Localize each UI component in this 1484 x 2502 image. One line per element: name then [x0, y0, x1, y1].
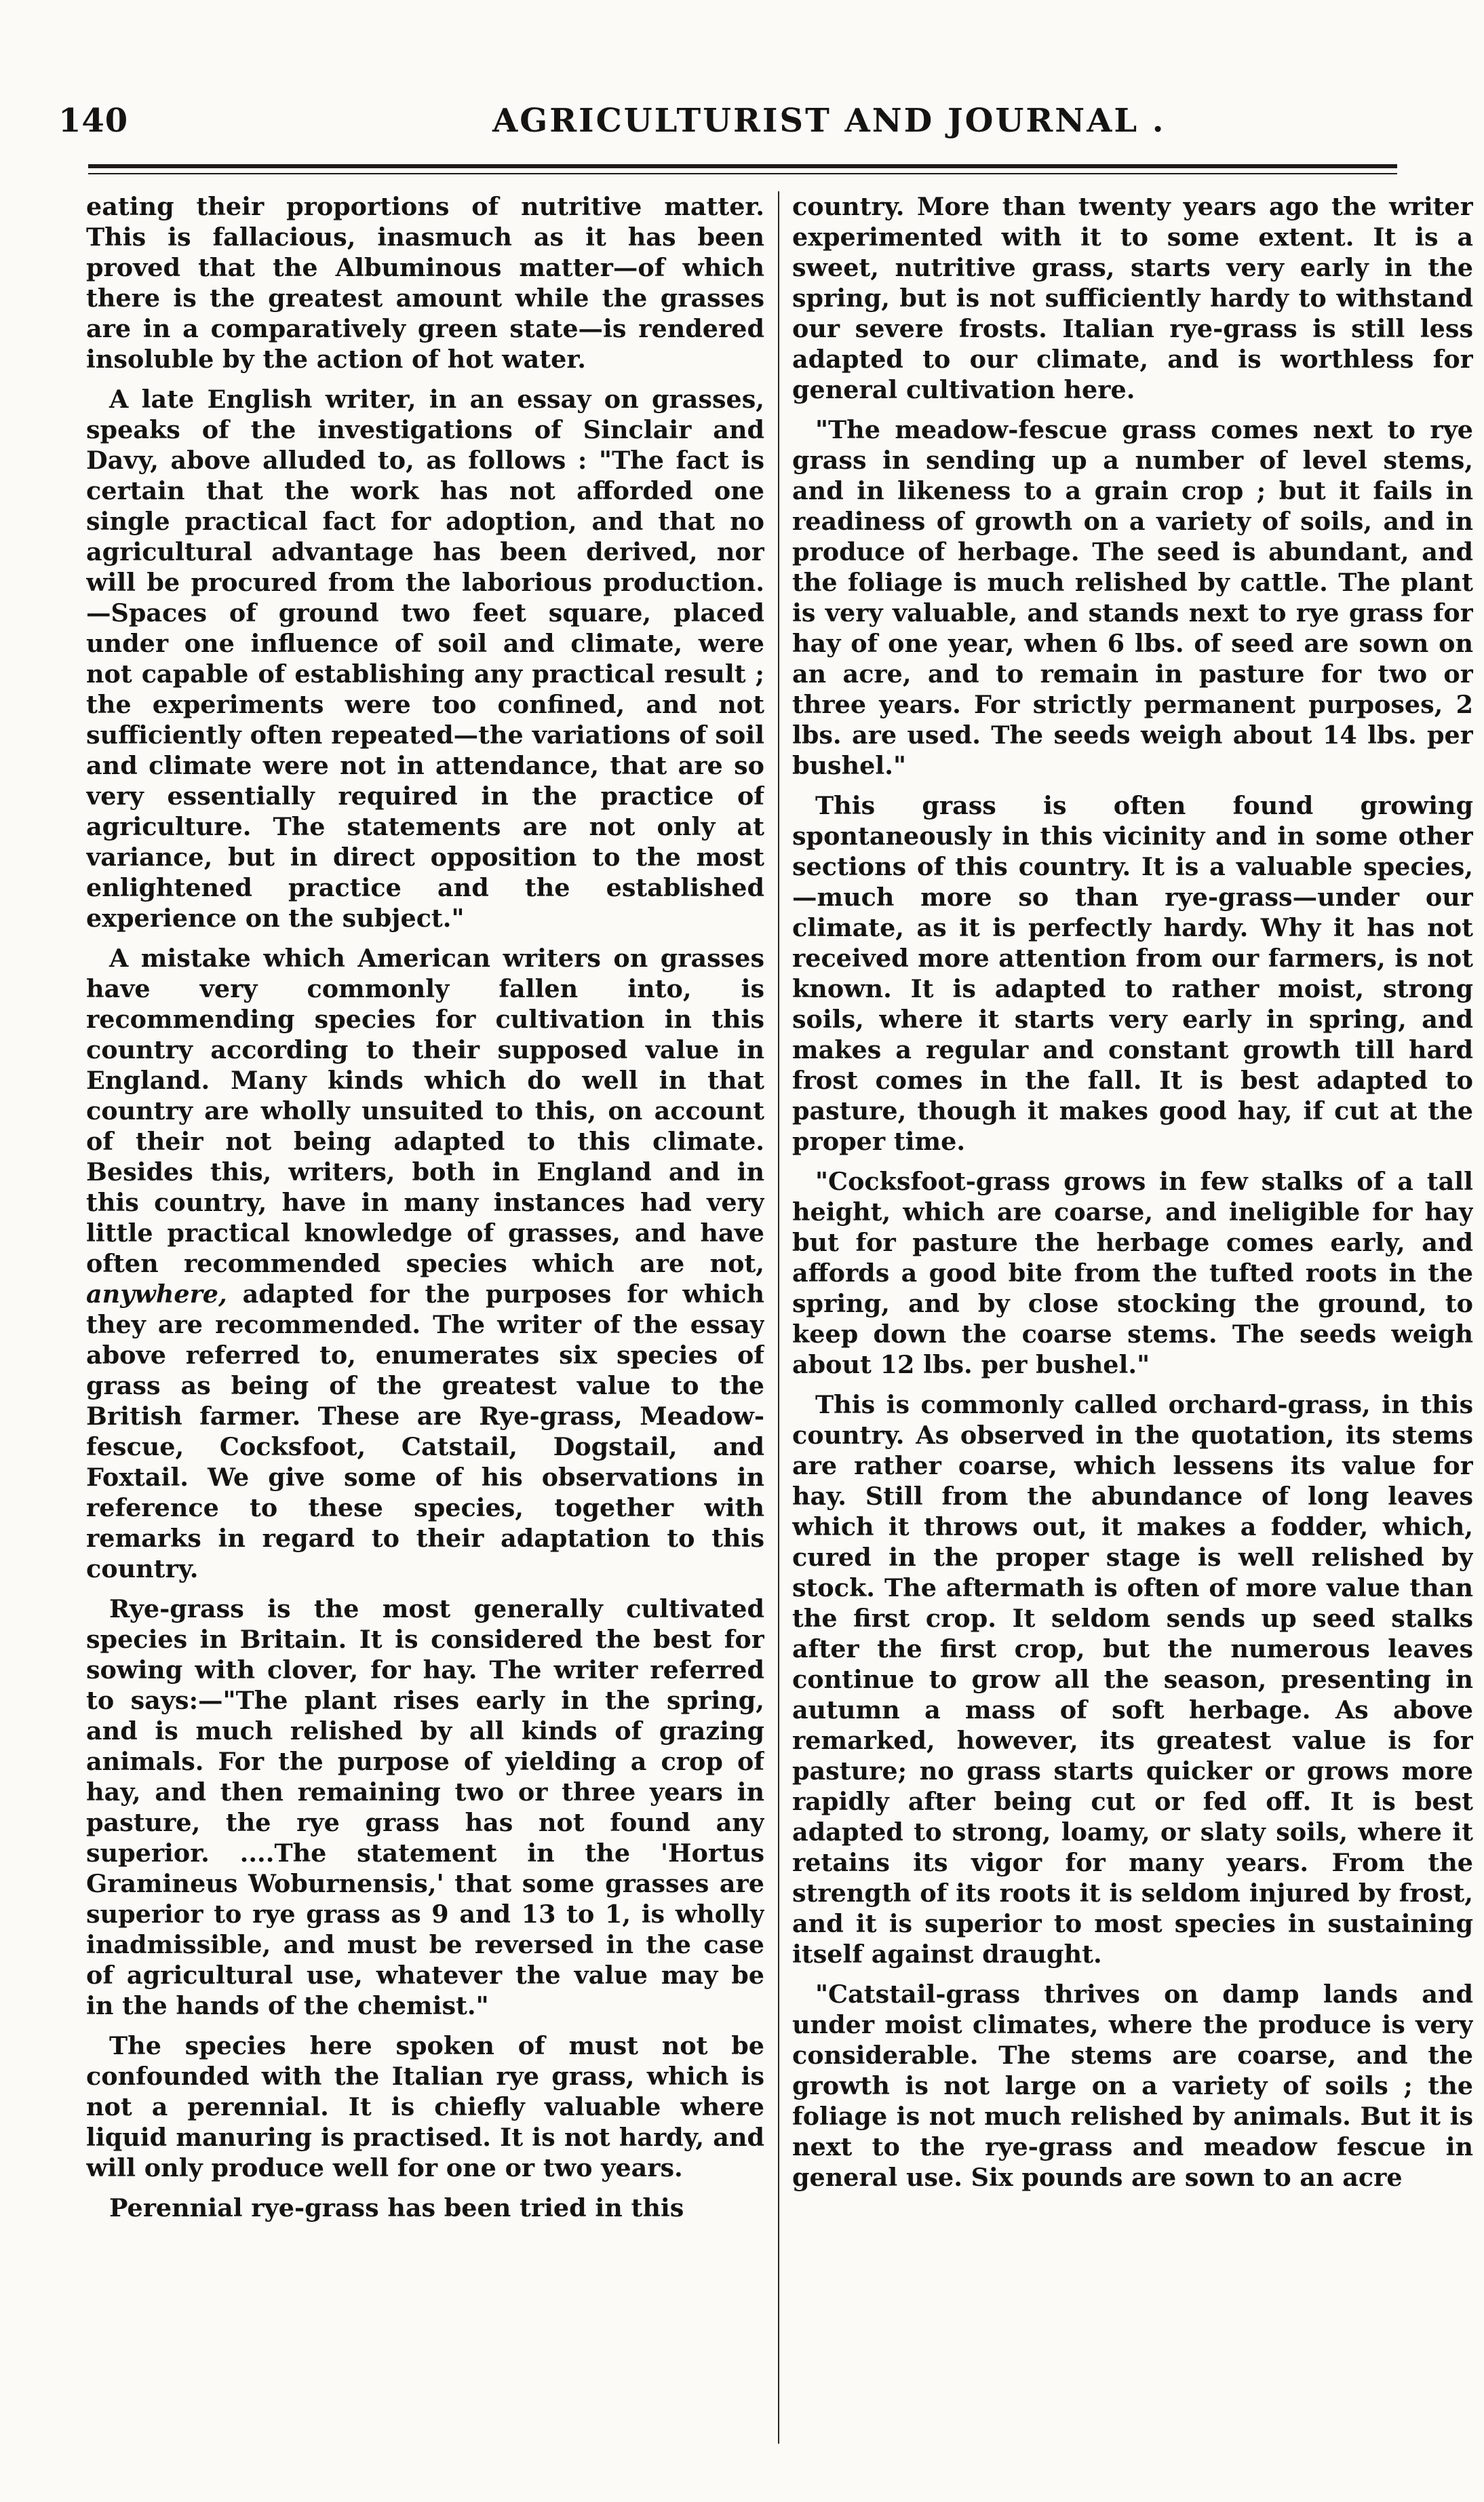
emphasized-word: anywhere,	[86, 1279, 227, 1309]
paragraph: "Cocksfoot-grass grows in few stalks of a tall height, which are coarse, and ineligible for hay but for pasture the herbage comes early, and affords a good bite from the tufted roots in the spring, and by close stocking the ground, to keep down the coarse stems. The seeds weigh about 12 lbs. per bushel."	[792, 1167, 1473, 1379]
paragraph: A late English writer, in an essay on grasses, speaks of the investigations of Sinclair and Davy, above alluded to, as follows : "The fact is certain that the work has not afforded one single practical fact for adoption, and that no agricultural advantage has been derived, nor will be procured from the laborious production.—Spaces of ground two feet square, placed under one influence of soil and climate, were not capable of establishing any practical result ; the experiments were too confined, and not sufficiently often repeated—the variations of soil and climate were not in attendance, that are so very essentially required in the practice of agriculture. The statements are not only at variance, but in direct opposition to the most enlightened practice and the established experience on the subject."	[86, 385, 764, 933]
left-column	[86, 191, 764, 2464]
paragraph: country. More than twenty years ago the writer experimented with it to some extent. It is a sweet, nutritive grass, starts very early in the spring, but is not sufficiently hardy to withstand our severe frosts. Italian rye-grass is still less adapted to our climate, and is worthless for general cultivation here.	[792, 192, 1473, 404]
paragraph: "Catstail-grass thrives on damp lands and under moist climates, where the produce is very considerable. The stems are coarse, and the growth is not large on a variety of soils ; the foliage is not much relished by animals. But it is next to the rye-grass and meadow fescue in general use. Six pounds are sown to an acre	[792, 1980, 1473, 2192]
paragraph	[86, 943, 764, 1584]
paragraph: Rye-grass is the most generally cultivated species in Britain. It is considered the best for sowing with clover, for hay. The writer referred to says:—"The plant rises early in the spring, and is much relished by all kinds of grazing animals. For the purpose of yielding a crop of hay, and then remaining two or three years in pasture, the rye grass has not found any superior. ....The statement in the 'Hortus Gramineus Woburnensis,' that some grasses are superior to rye grass as 9 and 13 to 1, is wholly inadmissible, and must be reversed in the case of agricultural use, whatever the value may be in the hands of the chemist."	[86, 1594, 764, 2020]
paragraph-text: A mistake which American writers on grasses have very commonly fallen into, is recommending species for cultivation in this country according to their supposed value in England. Many kinds which do well in that country are wholly unsuited to this, on account of their not being adapted to this climate. Besides this, writers, both in England and in this country, have in many instances had very little practical knowledge of grasses, and have often recommended species which are not,	[86, 944, 764, 1278]
header-rule-thick	[88, 164, 1397, 168]
right-column	[792, 191, 1473, 2464]
page-header	[58, 102, 1449, 149]
paragraph: This is commonly called orchard-grass, in this country. As observed in the quotation, its stems are rather coarse, which lessens its value for hay. Still from the abundance of long leaves which it throws out, it makes a fodder, which, cured in the proper stage is well relished by stock. The aftermath is often of more value than the first crop. It seldom sends up seed stalks after the first crop, but the numerous leaves continue to grow all the season, presenting in autumn a mass of soft herbage. As above remarked, however, its greatest value is for pasture; no grass starts quicker or grows more rapidly after being cut or fed off. It is best adapted to strong, loamy, or slaty soils, where it retains its vigor for many years. From the strength of its roots it is seldom injured by frost, and it is superior to most species in sustaining itself against draught.	[792, 1390, 1473, 1969]
paragraph: eating their proportions of nutritive matter. This is fallacious, inasmuch as it has been proved that the Albuminous matter—of which there is the greatest amount while the grasses are in a comparatively green state—is rendered insoluble by the action of hot water.	[86, 192, 764, 374]
paragraph: "The meadow-fescue grass comes next to rye grass in sending up a number of level stems, and in likeness to a grain crop ; but it fails in readiness of growth on a variety of soils, and in produce of herbage. The seed is abundant, and the foliage is much relished by cattle. The plant is very valuable, and stands next to rye grass for hay of one year, when 6 lbs. of seed are sown on an acre, and to remain in pasture for two or three years. For strictly permanent purposes, 2 lbs. are used. The seeds weigh about 14 lbs. per bushel."	[792, 415, 1473, 780]
journal-title: AGRICULTURIST AND JOURNAL .	[492, 102, 1166, 140]
paragraph: The species here spoken of must not be confounded with the Italian rye grass, which is not a perennial. It is chiefly valuable where liquid manuring is practised. It is not hardy, and will only produce well for one or two years.	[86, 2031, 764, 2182]
page-number: 140	[58, 102, 129, 140]
header-rule-thin	[88, 173, 1397, 174]
paragraph: This grass is often found growing spontaneously in this vicinity and in some other sections of this country. It is a valuable species,—much more so than rye-grass—under our climate, as it is perfectly hardy. Why it has not received more attention from our farmers, is not known. It is adapted to rather moist, strong soils, where it starts very early in spring, and makes a regular and constant growth till hard frost comes in the fall. It is best adapted to pasture, though it makes good hay, if cut at the proper time.	[792, 791, 1473, 1156]
column-divider	[778, 191, 779, 2444]
paragraph: Perennial rye-grass has been tried in this	[109, 2193, 684, 2222]
paragraph-text: adapted for the purposes for which they are recommended. The writer of the essay above referred to, enumerates six species of grass as being of the greatest value to the British farmer. These are Rye-grass, Meadow-fescue, Cocksfoot, Catstail, Dogstail, and Foxtail. We give some of his observations in reference to these species, together with remarks in regard to their adaptation to this country.	[86, 1279, 764, 1583]
